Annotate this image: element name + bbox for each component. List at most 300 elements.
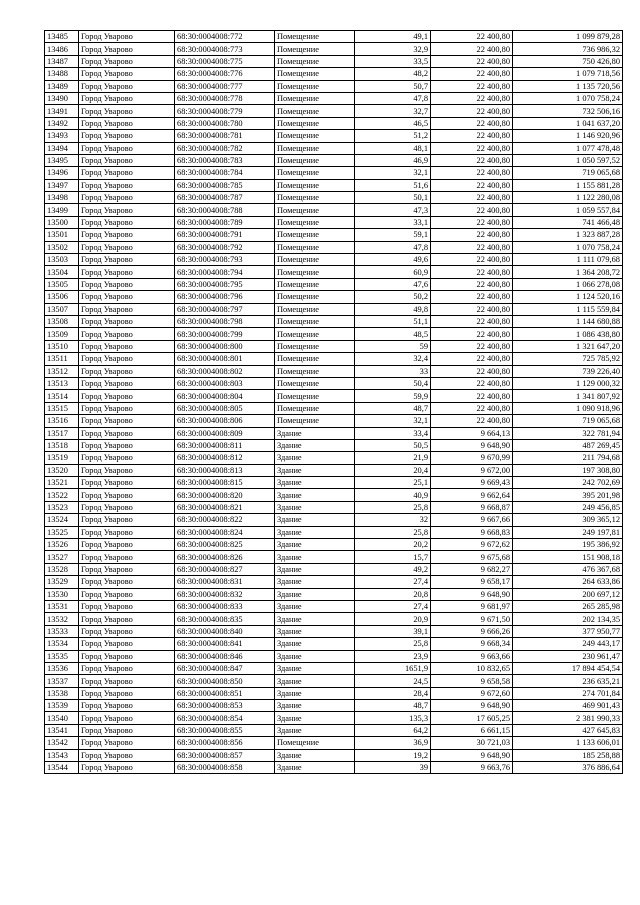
table-row: [45, 700, 623, 712]
table-row: [45, 662, 623, 674]
cadastral-value-cell: 249 456,85: [513, 501, 623, 513]
row-number-cell: 13493: [45, 130, 79, 142]
row-number-cell: 13521: [45, 477, 79, 489]
cadastral-number-cell: 68:30:0004008:773: [175, 43, 275, 55]
area-cell: 21,9: [355, 452, 431, 464]
object-type-cell: Здание: [275, 675, 355, 687]
cadastral-number-cell: 68:30:0004008:824: [175, 526, 275, 538]
object-type-cell: Здание: [275, 613, 355, 625]
locality-cell: Город Уварово: [79, 662, 175, 674]
object-type-cell: Здание: [275, 514, 355, 526]
unit-value-cell: 22 400,80: [431, 216, 513, 228]
area-cell: 40,9: [355, 489, 431, 501]
locality-cell: Город Уварово: [79, 229, 175, 241]
object-type-cell: Здание: [275, 489, 355, 501]
table-row: [45, 390, 623, 402]
locality-cell: Город Уварово: [79, 675, 175, 687]
cadastral-value-cell: 750 426,80: [513, 55, 623, 67]
row-number-cell: 13529: [45, 576, 79, 588]
locality-cell: Город Уварово: [79, 55, 175, 67]
table-row: [45, 427, 623, 439]
area-cell: 32,1: [355, 415, 431, 427]
table-row: [45, 464, 623, 476]
object-type-cell: Помещение: [275, 105, 355, 117]
cadastral-value-cell: 195 386,92: [513, 539, 623, 551]
unit-value-cell: 9 669,43: [431, 477, 513, 489]
area-cell: 48,5: [355, 328, 431, 340]
locality-cell: Город Уварово: [79, 167, 175, 179]
area-cell: 49,8: [355, 303, 431, 315]
table-row: [45, 650, 623, 662]
object-type-cell: Помещение: [275, 266, 355, 278]
object-type-cell: Помещение: [275, 130, 355, 142]
area-cell: 25,8: [355, 526, 431, 538]
cadastral-value-cell: 249 443,17: [513, 638, 623, 650]
cadastral-value-cell: 1 041 637,20: [513, 117, 623, 129]
table-row: [45, 117, 623, 129]
row-number-cell: 13508: [45, 315, 79, 327]
area-cell: 64,2: [355, 724, 431, 736]
area-cell: 50,1: [355, 192, 431, 204]
table-row: [45, 452, 623, 464]
object-type-cell: Помещение: [275, 241, 355, 253]
locality-cell: Город Уварово: [79, 724, 175, 736]
locality-cell: Город Уварово: [79, 328, 175, 340]
table-row: [45, 675, 623, 687]
table-row: [45, 526, 623, 538]
row-number-cell: 13541: [45, 724, 79, 736]
locality-cell: Город Уварово: [79, 576, 175, 588]
row-number-cell: 13519: [45, 452, 79, 464]
area-cell: 48,7: [355, 700, 431, 712]
locality-cell: Город Уварово: [79, 105, 175, 117]
row-number-cell: 13506: [45, 291, 79, 303]
row-number-cell: 13527: [45, 551, 79, 563]
object-type-cell: Помещение: [275, 254, 355, 266]
table-row: [45, 68, 623, 80]
unit-value-cell: 22 400,80: [431, 31, 513, 43]
cadastral-value-cell: 197 308,80: [513, 464, 623, 476]
table-row: [45, 130, 623, 142]
row-number-cell: 13530: [45, 588, 79, 600]
area-cell: 135,3: [355, 712, 431, 724]
area-cell: 48,2: [355, 68, 431, 80]
unit-value-cell: 22 400,80: [431, 328, 513, 340]
cadastral-value-cell: 1 070 758,24: [513, 92, 623, 104]
row-number-cell: 13534: [45, 638, 79, 650]
table-row: [45, 266, 623, 278]
cadastral-number-cell: 68:30:0004008:822: [175, 514, 275, 526]
locality-cell: Город Уварово: [79, 439, 175, 451]
object-type-cell: Помещение: [275, 291, 355, 303]
area-cell: 20,9: [355, 613, 431, 625]
object-type-cell: Помещение: [275, 315, 355, 327]
object-type-cell: Помещение: [275, 154, 355, 166]
object-type-cell: Здание: [275, 687, 355, 699]
cadastral-number-cell: 68:30:0004008:784: [175, 167, 275, 179]
table-row: [45, 179, 623, 191]
row-number-cell: 13528: [45, 563, 79, 575]
cadastral-number-cell: 68:30:0004008:792: [175, 241, 275, 253]
locality-cell: Город Уварово: [79, 588, 175, 600]
table-row: [45, 340, 623, 352]
row-number-cell: 13496: [45, 167, 79, 179]
unit-value-cell: 9 658,58: [431, 675, 513, 687]
unit-value-cell: 9 682,27: [431, 563, 513, 575]
area-cell: 33,4: [355, 427, 431, 439]
table-row: [45, 600, 623, 612]
table-row: [45, 638, 623, 650]
table-row: [45, 687, 623, 699]
cadastral-number-cell: 68:30:0004008:812: [175, 452, 275, 464]
cadastral-number-cell: 68:30:0004008:851: [175, 687, 275, 699]
object-type-cell: Здание: [275, 712, 355, 724]
object-type-cell: Помещение: [275, 377, 355, 389]
row-number-cell: 13500: [45, 216, 79, 228]
unit-value-cell: 22 400,80: [431, 130, 513, 142]
object-type-cell: Здание: [275, 638, 355, 650]
cadastral-value-cell: 1 070 758,24: [513, 241, 623, 253]
area-cell: 33,1: [355, 216, 431, 228]
area-cell: 46,5: [355, 117, 431, 129]
object-type-cell: Здание: [275, 625, 355, 637]
unit-value-cell: 22 400,80: [431, 241, 513, 253]
cadastral-number-cell: 68:30:0004008:777: [175, 80, 275, 92]
locality-cell: Город Уварово: [79, 551, 175, 563]
cadastral-number-cell: 68:30:0004008:778: [175, 92, 275, 104]
area-cell: 46,9: [355, 154, 431, 166]
locality-cell: Город Уварово: [79, 700, 175, 712]
table-row: [45, 551, 623, 563]
cadastral-value-cell: 1 341 807,92: [513, 390, 623, 402]
cadastral-number-cell: 68:30:0004008:787: [175, 192, 275, 204]
row-number-cell: 13524: [45, 514, 79, 526]
cadastral-value-cell: 151 908,18: [513, 551, 623, 563]
cadastral-number-cell: 68:30:0004008:831: [175, 576, 275, 588]
table-row: [45, 539, 623, 551]
locality-cell: Город Уварово: [79, 489, 175, 501]
locality-cell: Город Уварово: [79, 315, 175, 327]
cadastral-number-cell: 68:30:0004008:785: [175, 179, 275, 191]
locality-cell: Город Уварово: [79, 43, 175, 55]
area-cell: 50,7: [355, 80, 431, 92]
cadastral-number-cell: 68:30:0004008:782: [175, 142, 275, 154]
area-cell: 20,8: [355, 588, 431, 600]
locality-cell: Город Уварово: [79, 427, 175, 439]
row-number-cell: 13499: [45, 204, 79, 216]
unit-value-cell: 9 658,17: [431, 576, 513, 588]
locality-cell: Город Уварово: [79, 526, 175, 538]
cadastral-number-cell: 68:30:0004008:781: [175, 130, 275, 142]
row-number-cell: 13510: [45, 340, 79, 352]
unit-value-cell: 9 672,62: [431, 539, 513, 551]
unit-value-cell: 9 666,26: [431, 625, 513, 637]
cadastral-number-cell: 68:30:0004008:854: [175, 712, 275, 724]
row-number-cell: 13505: [45, 278, 79, 290]
locality-cell: Город Уварово: [79, 80, 175, 92]
table-row: [45, 724, 623, 736]
cadastral-value-table: [44, 30, 623, 774]
unit-value-cell: 22 400,80: [431, 315, 513, 327]
object-type-cell: Здание: [275, 700, 355, 712]
table-row: [45, 80, 623, 92]
unit-value-cell: 22 400,80: [431, 365, 513, 377]
unit-value-cell: 22 400,80: [431, 192, 513, 204]
cadastral-number-cell: 68:30:0004008:783: [175, 154, 275, 166]
row-number-cell: 13490: [45, 92, 79, 104]
area-cell: 51,1: [355, 315, 431, 327]
table-row: [45, 365, 623, 377]
unit-value-cell: 30 721,03: [431, 737, 513, 749]
unit-value-cell: 22 400,80: [431, 105, 513, 117]
object-type-cell: Помещение: [275, 278, 355, 290]
cadastral-value-cell: 395 201,98: [513, 489, 623, 501]
row-number-cell: 13492: [45, 117, 79, 129]
area-cell: 27,4: [355, 576, 431, 588]
area-cell: 50,5: [355, 439, 431, 451]
locality-cell: Город Уварово: [79, 130, 175, 142]
cadastral-number-cell: 68:30:0004008:794: [175, 266, 275, 278]
cadastral-value-cell: 427 645,83: [513, 724, 623, 736]
row-number-cell: 13516: [45, 415, 79, 427]
cadastral-value-cell: 200 697,12: [513, 588, 623, 600]
cadastral-number-cell: 68:30:0004008:776: [175, 68, 275, 80]
object-type-cell: Помещение: [275, 167, 355, 179]
object-type-cell: Помещение: [275, 43, 355, 55]
area-cell: 39,1: [355, 625, 431, 637]
table-row: [45, 254, 623, 266]
object-type-cell: Помещение: [275, 117, 355, 129]
table-row: [45, 31, 623, 43]
locality-cell: Город Уварово: [79, 192, 175, 204]
cadastral-value-cell: 1 135 720,56: [513, 80, 623, 92]
object-type-cell: Здание: [275, 439, 355, 451]
locality-cell: Город Уварово: [79, 563, 175, 575]
object-type-cell: Здание: [275, 576, 355, 588]
locality-cell: Город Уварово: [79, 216, 175, 228]
object-type-cell: Здание: [275, 452, 355, 464]
area-cell: 60,9: [355, 266, 431, 278]
unit-value-cell: 22 400,80: [431, 402, 513, 414]
object-type-cell: Здание: [275, 477, 355, 489]
object-type-cell: Помещение: [275, 31, 355, 43]
table-row: [45, 241, 623, 253]
area-cell: 32,7: [355, 105, 431, 117]
row-number-cell: 13502: [45, 241, 79, 253]
table-row: [45, 762, 623, 774]
cadastral-number-cell: 68:30:0004008:804: [175, 390, 275, 402]
cadastral-number-cell: 68:30:0004008:803: [175, 377, 275, 389]
cadastral-value-cell: 202 134,35: [513, 613, 623, 625]
object-type-cell: Помещение: [275, 353, 355, 365]
cadastral-number-cell: 68:30:0004008:797: [175, 303, 275, 315]
object-type-cell: Здание: [275, 501, 355, 513]
cadastral-value-cell: 1 079 718,56: [513, 68, 623, 80]
row-number-cell: 13518: [45, 439, 79, 451]
table-row: [45, 514, 623, 526]
cadastral-number-cell: 68:30:0004008:857: [175, 749, 275, 761]
object-type-cell: Здание: [275, 588, 355, 600]
object-type-cell: Здание: [275, 650, 355, 662]
table-row: [45, 328, 623, 340]
object-type-cell: Помещение: [275, 737, 355, 749]
table-row: [45, 563, 623, 575]
locality-cell: Город Уварово: [79, 650, 175, 662]
table-row: [45, 588, 623, 600]
row-number-cell: 13489: [45, 80, 79, 92]
cadastral-number-cell: 68:30:0004008:798: [175, 315, 275, 327]
cadastral-value-cell: 185 258,88: [513, 749, 623, 761]
table-row: [45, 749, 623, 761]
cadastral-value-cell: 242 702,69: [513, 477, 623, 489]
table-row: [45, 415, 623, 427]
unit-value-cell: 22 400,80: [431, 43, 513, 55]
cadastral-value-cell: 732 506,16: [513, 105, 623, 117]
locality-cell: Город Уварово: [79, 254, 175, 266]
unit-value-cell: 9 662,64: [431, 489, 513, 501]
area-cell: 32: [355, 514, 431, 526]
area-cell: 33: [355, 365, 431, 377]
unit-value-cell: 22 400,80: [431, 92, 513, 104]
locality-cell: Город Уварово: [79, 92, 175, 104]
locality-cell: Город Уварово: [79, 353, 175, 365]
table-row: [45, 439, 623, 451]
object-type-cell: Помещение: [275, 303, 355, 315]
row-number-cell: 13540: [45, 712, 79, 724]
table-row: [45, 315, 623, 327]
unit-value-cell: 9 675,68: [431, 551, 513, 563]
object-type-cell: Помещение: [275, 229, 355, 241]
cadastral-value-cell: 230 961,47: [513, 650, 623, 662]
area-cell: 51,6: [355, 179, 431, 191]
locality-cell: Город Уварово: [79, 291, 175, 303]
row-number-cell: 13495: [45, 154, 79, 166]
row-number-cell: 13531: [45, 600, 79, 612]
cadastral-number-cell: 68:30:0004008:858: [175, 762, 275, 774]
unit-value-cell: 9 648,90: [431, 749, 513, 761]
table-row: [45, 154, 623, 166]
cadastral-number-cell: 68:30:0004008:811: [175, 439, 275, 451]
cadastral-number-cell: 68:30:0004008:799: [175, 328, 275, 340]
area-cell: 24,5: [355, 675, 431, 687]
object-type-cell: Помещение: [275, 340, 355, 352]
table-row: [45, 92, 623, 104]
cadastral-number-cell: 68:30:0004008:815: [175, 477, 275, 489]
area-cell: 33,5: [355, 55, 431, 67]
locality-cell: Город Уварово: [79, 204, 175, 216]
unit-value-cell: 22 400,80: [431, 142, 513, 154]
locality-cell: Город Уварово: [79, 613, 175, 625]
area-cell: 23,9: [355, 650, 431, 662]
locality-cell: Город Уварово: [79, 154, 175, 166]
unit-value-cell: 22 400,80: [431, 179, 513, 191]
unit-value-cell: 9 664,13: [431, 427, 513, 439]
row-number-cell: 13488: [45, 68, 79, 80]
cadastral-value-cell: 719 065,68: [513, 167, 623, 179]
cadastral-value-cell: 1 323 887,28: [513, 229, 623, 241]
locality-cell: Город Уварово: [79, 340, 175, 352]
area-cell: 32,9: [355, 43, 431, 55]
cadastral-value-cell: 1 129 000,32: [513, 377, 623, 389]
locality-cell: Город Уварово: [79, 464, 175, 476]
row-number-cell: 13542: [45, 737, 79, 749]
cadastral-number-cell: 68:30:0004008:841: [175, 638, 275, 650]
locality-cell: Город Уварово: [79, 179, 175, 191]
row-number-cell: 13486: [45, 43, 79, 55]
cadastral-value-cell: 1 133 606,01: [513, 737, 623, 749]
cadastral-number-cell: 68:30:0004008:805: [175, 402, 275, 414]
object-type-cell: Помещение: [275, 192, 355, 204]
cadastral-number-cell: 68:30:0004008:835: [175, 613, 275, 625]
cadastral-value-cell: 719 065,68: [513, 415, 623, 427]
cadastral-number-cell: 68:30:0004008:846: [175, 650, 275, 662]
area-cell: 49,2: [355, 563, 431, 575]
unit-value-cell: 22 400,80: [431, 303, 513, 315]
cadastral-value-cell: 739 226,40: [513, 365, 623, 377]
cadastral-number-cell: 68:30:0004008:780: [175, 117, 275, 129]
cadastral-value-cell: 736 986,32: [513, 43, 623, 55]
locality-cell: Город Уварово: [79, 712, 175, 724]
locality-cell: Город Уварово: [79, 625, 175, 637]
area-cell: 59,1: [355, 229, 431, 241]
table-row: [45, 216, 623, 228]
row-number-cell: 13494: [45, 142, 79, 154]
cadastral-value-cell: 1 099 879,28: [513, 31, 623, 43]
cadastral-number-cell: 68:30:0004008:775: [175, 55, 275, 67]
locality-cell: Город Уварово: [79, 303, 175, 315]
area-cell: 20,2: [355, 539, 431, 551]
row-number-cell: 13514: [45, 390, 79, 402]
object-type-cell: Помещение: [275, 328, 355, 340]
cadastral-number-cell: 68:30:0004008:850: [175, 675, 275, 687]
cadastral-value-cell: 376 886,64: [513, 762, 623, 774]
cadastral-value-cell: 274 701,84: [513, 687, 623, 699]
row-number-cell: 13487: [45, 55, 79, 67]
cadastral-number-cell: 68:30:0004008:820: [175, 489, 275, 501]
cadastral-value-cell: 487 269,45: [513, 439, 623, 451]
locality-cell: Город Уварово: [79, 501, 175, 513]
locality-cell: Город Уварово: [79, 749, 175, 761]
cadastral-number-cell: 68:30:0004008:827: [175, 563, 275, 575]
locality-cell: Город Уварово: [79, 278, 175, 290]
object-type-cell: Здание: [275, 600, 355, 612]
object-type-cell: Помещение: [275, 92, 355, 104]
area-cell: 19,2: [355, 749, 431, 761]
area-cell: 49,6: [355, 254, 431, 266]
unit-value-cell: 22 400,80: [431, 390, 513, 402]
cadastral-value-cell: 1 111 079,68: [513, 254, 623, 266]
row-number-cell: 13523: [45, 501, 79, 513]
object-type-cell: Здание: [275, 427, 355, 439]
row-number-cell: 13533: [45, 625, 79, 637]
row-number-cell: 13504: [45, 266, 79, 278]
cadastral-value-cell: 469 901,43: [513, 700, 623, 712]
object-type-cell: Здание: [275, 563, 355, 575]
area-cell: 47,8: [355, 92, 431, 104]
cadastral-value-cell: 1 146 920,96: [513, 130, 623, 142]
row-number-cell: 13522: [45, 489, 79, 501]
row-number-cell: 13544: [45, 762, 79, 774]
cadastral-number-cell: 68:30:0004008:813: [175, 464, 275, 476]
object-type-cell: Помещение: [275, 142, 355, 154]
object-type-cell: Здание: [275, 724, 355, 736]
area-cell: 25,8: [355, 501, 431, 513]
area-cell: 47,8: [355, 241, 431, 253]
cadastral-value-cell: 322 781,94: [513, 427, 623, 439]
unit-value-cell: 6 661,15: [431, 724, 513, 736]
cadastral-value-cell: 1 086 438,80: [513, 328, 623, 340]
unit-value-cell: 22 400,80: [431, 117, 513, 129]
